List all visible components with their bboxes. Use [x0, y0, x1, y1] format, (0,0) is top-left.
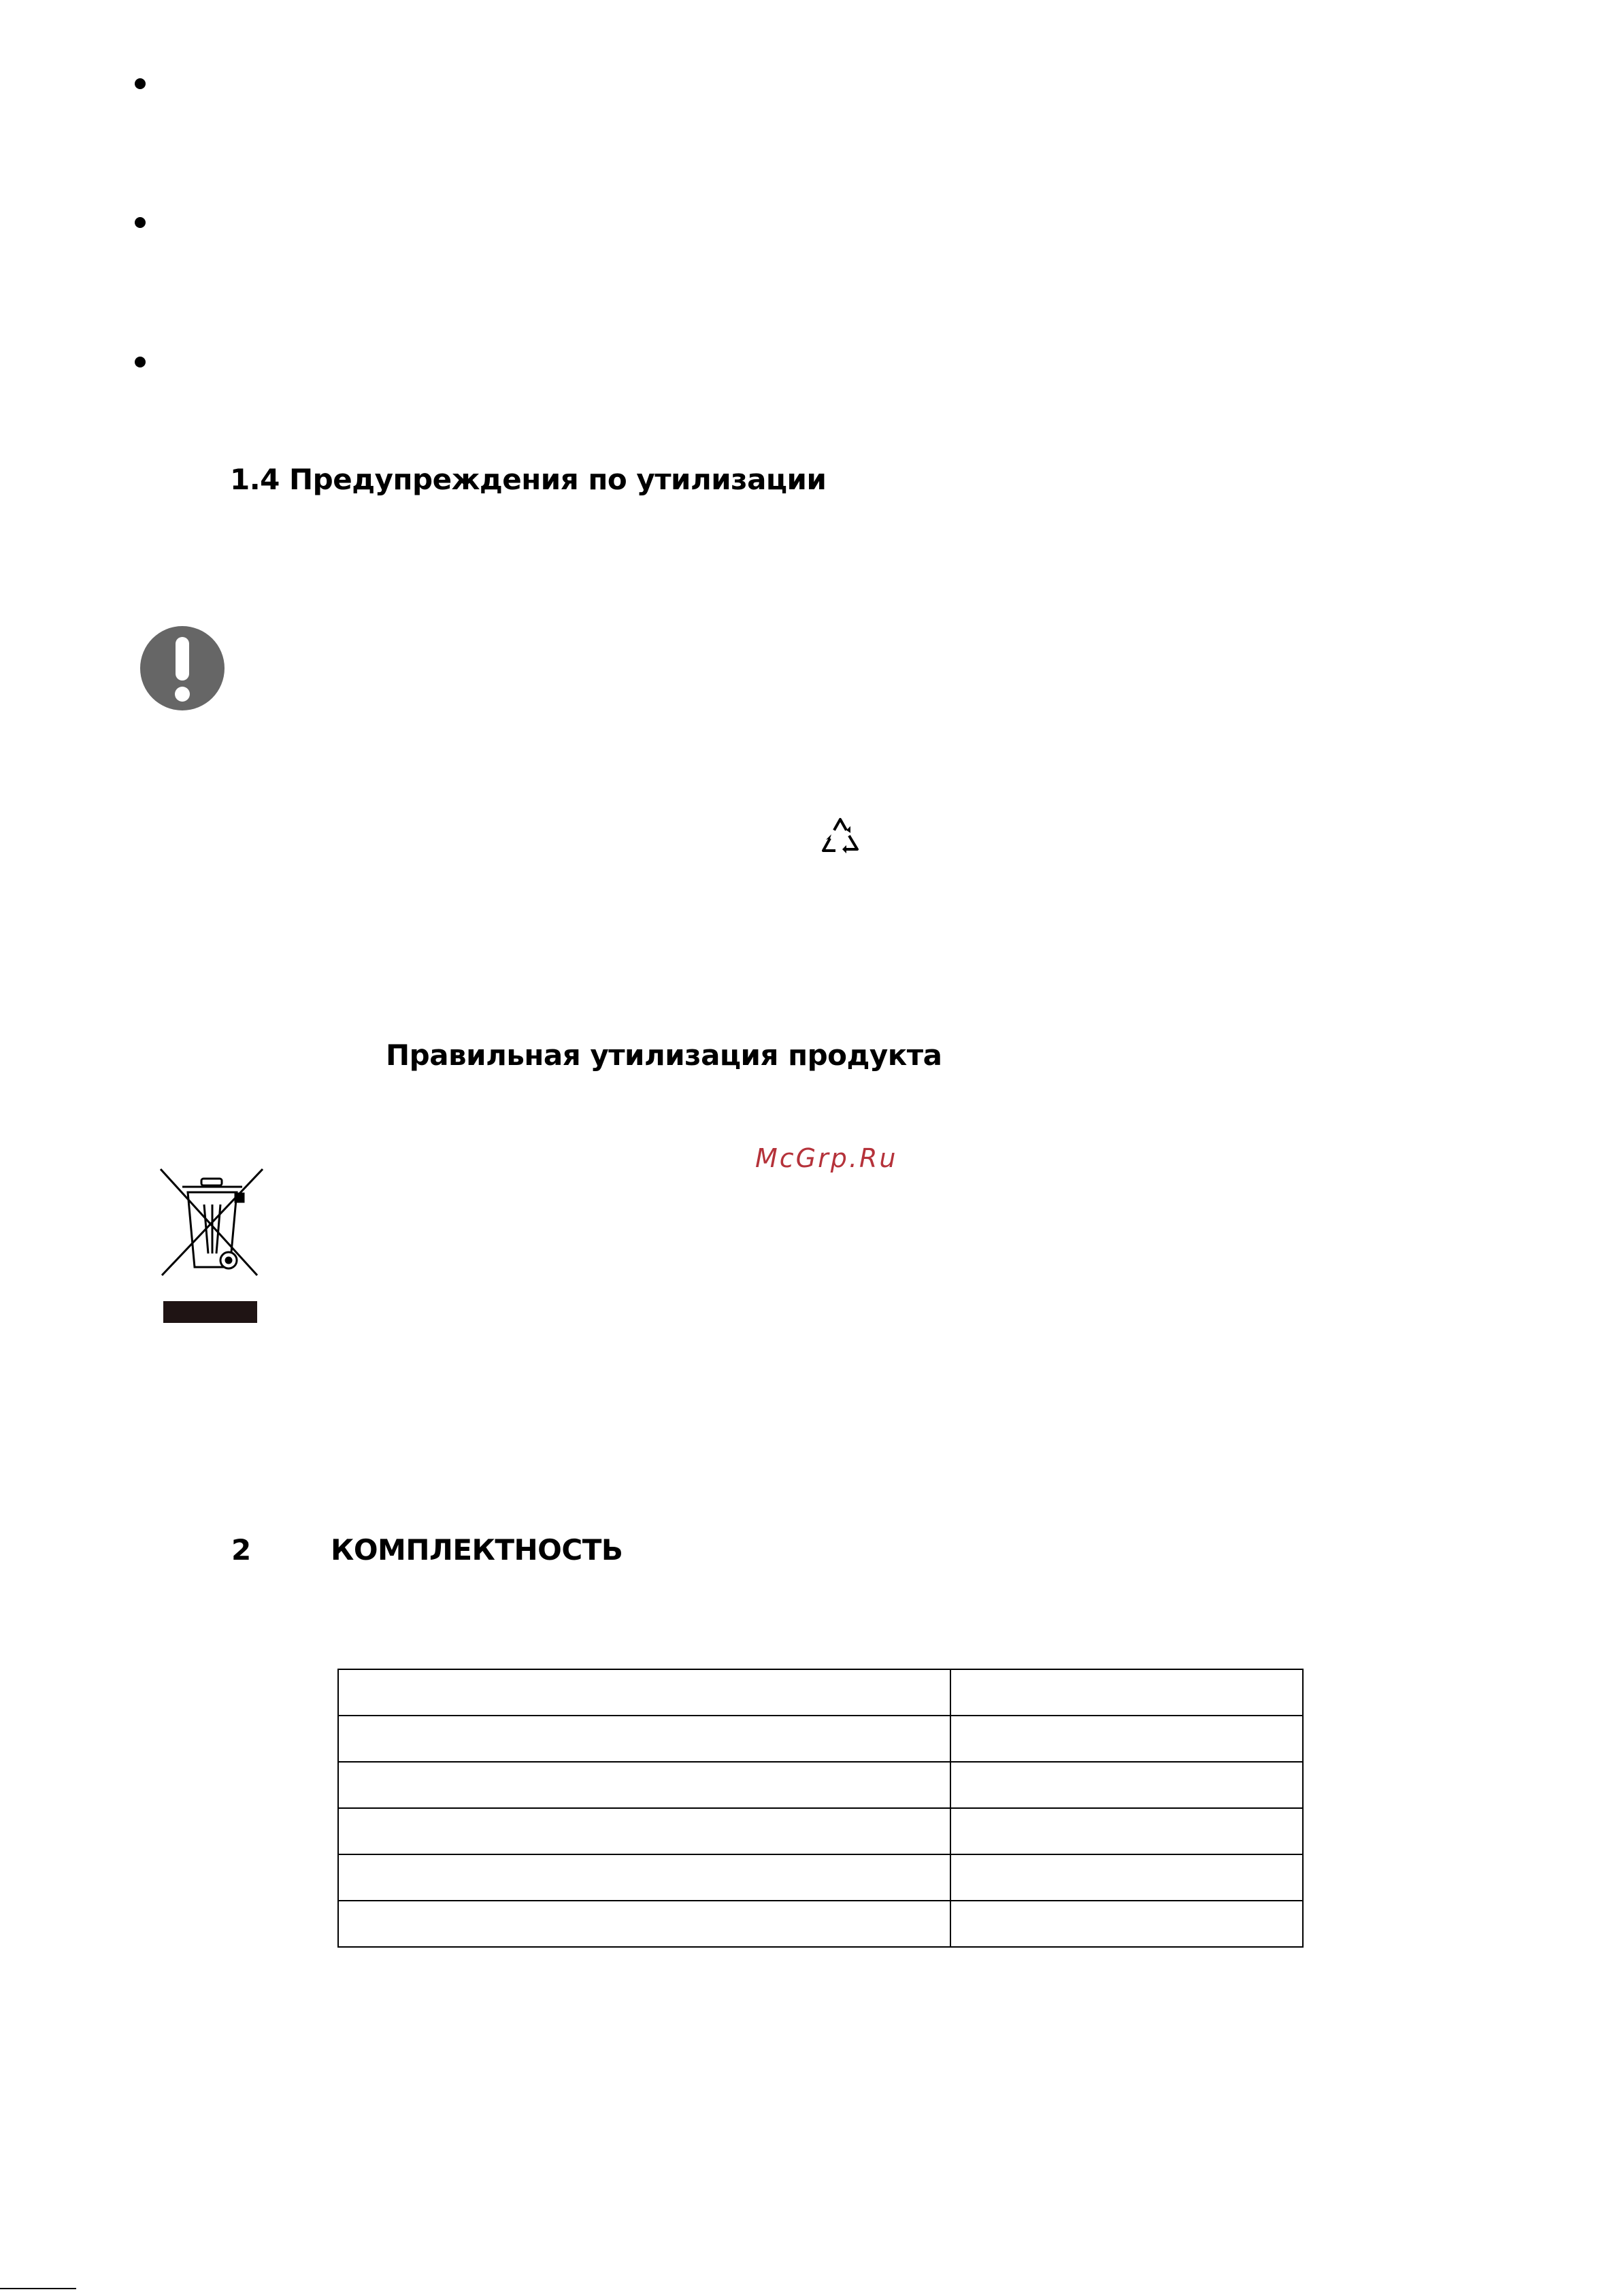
section-number: 2 [231, 1533, 251, 1567]
table-row [338, 1669, 1303, 1716]
table-row [338, 1716, 1303, 1762]
table-cell [338, 1901, 950, 1947]
watermark-text: McGrp.Ru [755, 1143, 898, 1173]
table-cell [950, 1808, 1303, 1854]
recycle-icon [816, 815, 864, 859]
crossed-bin-icon [155, 1165, 265, 1324]
table-cell [338, 1762, 950, 1808]
table-row [338, 1762, 1303, 1808]
table-cell [950, 1901, 1303, 1947]
table-cell [338, 1669, 950, 1716]
exclamation-circle-icon [139, 625, 226, 712]
table-cell [950, 1716, 1303, 1762]
footer-divider [0, 2288, 76, 2289]
bullet-point [135, 217, 146, 228]
table-row [338, 1808, 1303, 1854]
table-row [338, 1854, 1303, 1901]
table-cell [950, 1762, 1303, 1808]
table-cell [950, 1854, 1303, 1901]
product-disposal-heading: Правильная утилизация продукта [386, 1038, 942, 1072]
bullet-point [135, 357, 146, 367]
bullet-point [135, 78, 146, 89]
table-row [338, 1901, 1303, 1947]
table-cell [338, 1716, 950, 1762]
kit-table [337, 1669, 1304, 1948]
section-heading: 1.4 Предупреждения по утилизации [230, 463, 827, 496]
table-cell [950, 1669, 1303, 1716]
section-heading: КОМПЛЕКТНОСТЬ [331, 1533, 623, 1567]
table-cell [338, 1808, 950, 1854]
table-cell [338, 1854, 950, 1901]
